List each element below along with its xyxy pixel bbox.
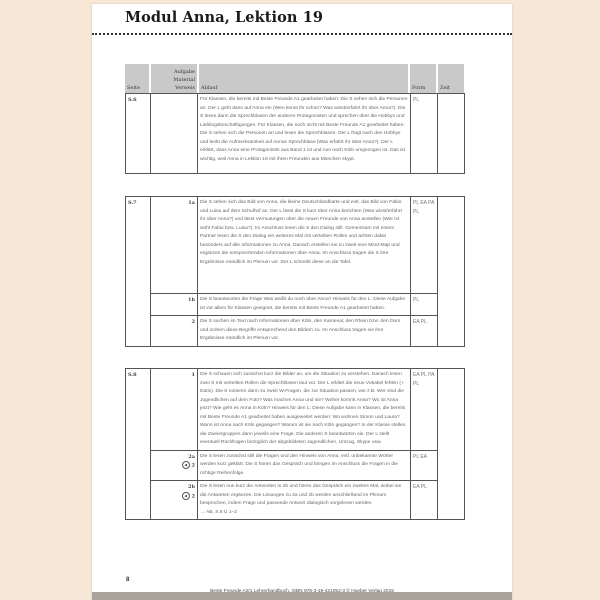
seite-cell: S.8 <box>126 369 151 520</box>
track-number: 2 <box>191 493 195 499</box>
table-row <box>126 369 465 451</box>
aufgabe-cell <box>151 94 198 174</box>
page-number: 8 <box>126 577 130 583</box>
form-cell: EA PL <box>411 481 438 520</box>
bottom-edge <box>92 592 512 600</box>
section-s6 <box>125 93 465 174</box>
zeit-cell <box>438 197 465 347</box>
header-zeit: Zeit <box>437 64 465 95</box>
zeit-cell <box>438 369 465 520</box>
table-row <box>126 450 465 481</box>
form-cell: EA PL PA PL <box>411 369 438 451</box>
header-aufgabe <box>150 64 198 95</box>
page-title: Modul Anna, Lektion 19 <box>125 9 324 26</box>
form-cell: PL EA PA PL <box>411 197 438 294</box>
audio-cd-icon: ◀ <box>182 461 190 469</box>
form-cell: PL <box>411 94 438 174</box>
aufgabe-cell: 1 <box>151 369 198 451</box>
aufgabe-cell <box>151 450 198 481</box>
section-s7 <box>125 196 465 347</box>
aufgabe-cell: 1a <box>151 197 198 294</box>
section-s8 <box>125 368 465 520</box>
ablauf-cell: Die S schauen sich zunächst kurz die Bilder an, um die Situation zu verstehen. Danach lesen zwei S mit verteilten Rollen die Sprechblasen laut vor. Der L erklärt die neue Vokabel fehlen (+ Dativ). Die S notieren dann zu zweit W-Fragen, die zur Situation passen, wie z.B. Wer sind die Jugendlichen auf dem Foto? Was machen Anna und sie? Woher kommt Anna? Wo ist Anna jetzt? Wie geht es Anna in Köln? Hinweis für den L: Diese Aufgabe kann in Klassen, die bereits mit Beste Freunde A1 gearbeitet haben ausgeweitet werden: Wo wohnen Simon und Laura? Wann ist Anna nach Köln gegangen? Warum ist sie nach Köln gegangen? In der Klasse stellen die Zweiergruppen dann jeweils eine Frage. Die anderen S beantworten sie. Der L stellt eventuell Rückfragen bezüglich der abgebildeten Jugendlichen, Umzug, Skype usw. <box>198 369 411 451</box>
form-cell: EA PL <box>411 316 438 347</box>
workbook-reference: → AB, S.6 Ü 1–2 <box>200 509 237 515</box>
zeit-cell <box>438 94 465 174</box>
seite-cell: S.6 <box>126 94 151 174</box>
aufgabe-cell: 2 <box>151 316 198 347</box>
header-aufgabe-line3: Verweis <box>175 85 195 91</box>
header-seite: Seite <box>125 64 150 95</box>
ablauf-cell <box>198 481 411 520</box>
ablauf-cell: Für Klassen, die bereits mit Beste Freunde A1 gearbeitet haben: Die S sehen sich die Personen an. Der L geht dann auf Anna ein (Wen kennt ihr schon? Was wisst/erfahrt ihr über Anna?). Die S lesen dann die Sprechblasen der anderen Protagonisten und sprechen über die Hobbys und Lieblingsbeschäftigungen. Für Klassen, die noch nicht mit Beste Freunde A1 gearbeitet haben: Die S sehen sich die Personen an und lesen die Sprechblasen. Der L fragt nach den Hobbys und lenkt die Aufmerksamkeit auf Annas Sprechblase (Was erfahrt ihr über Anna?). Der L erklärt, dass Anna eine Protagonistin aus Band 1 ist und nun nach Köln umgezogen ist. Das ist wichtig, weil Anna in Lektion 19 mit ihren Freunden aus München skypt. <box>198 94 411 174</box>
aufgabe-label: 2b <box>188 484 195 490</box>
header-aufgabe-line2: Material <box>173 77 195 83</box>
table-row <box>126 294 465 316</box>
header-aufgabe-line1: Aufgabe <box>173 69 195 75</box>
table-header <box>125 63 465 95</box>
form-cell: PL <box>411 294 438 316</box>
ablauf-cell: Die S beantworten die Frage Was weißt du noch über Anna? Hinweis für den L: Diese Aufgabe ist vor allem für Klassen geeignet, die bereits mit Beste Freunde A1 gearbeitet haben. <box>198 294 411 316</box>
header-ablauf: Ablauf <box>198 64 409 95</box>
track-number: 2 <box>191 462 195 469</box>
aufgabe-cell: 1b <box>151 294 198 316</box>
table-row <box>126 316 465 347</box>
seite-cell: S.7 <box>126 197 151 347</box>
form-cell: PL EA <box>411 450 438 481</box>
ablauf-cell: Die S sehen sich das Bild von Anna, die kleine Deutschlandkarte und evtl. das Bild von Fabio und Luisa auf dem Schulhof an. Der L lässt die S kurz über Anna berichten (Was wisst/erfahrt ihr über Anna?) und lässt Vermutungen über die neuen Freunde von Anna anstellen (Wer ist wohl Fabio bzw. Luisa?). Im Anschluss lesen die S den Dialog still. Gemeinsam mit einem Partner lesen die S den Dialog ein weiteres Mal mit verteilten Rollen und achten dabei besonders auf alle Informationen zu Anna. Danach erstellen sie zu zweit eine Mind-Map und ergänzen die entsprechenden Informationen über Anna. Im Anschluss tragen die S ihre Ergebnisse mündlich im Plenum vor. Der L schreibt diese an die Tafel. <box>198 197 411 294</box>
ablauf-cell: Die S lesen zunächst still die Fragen und den Hinweis von Anna; evtl. unbekannte Wörter werden kurz geklärt. Die S hören das Gespräch und bringen im Anschluss die Fragen in die richtige Reihenfolge. <box>198 450 411 481</box>
table-row <box>126 94 465 174</box>
audio-cd-icon: ◀ <box>182 492 190 500</box>
ablauf-cell: Die S suchen im Text nach Informationen über Köln, den Karneval, den Rhein bzw. den Dom und ordnen diese Begriffe entsprechend den Bildern zu. Im Anschluss tragen sie ihre Ergebnisse mündlich im Plenum vor. <box>198 316 411 347</box>
table-row <box>126 481 465 520</box>
aufgabe-cell <box>151 481 198 520</box>
aufgabe-label: 2a <box>188 453 195 460</box>
document-page <box>92 4 512 600</box>
table-row <box>126 197 465 294</box>
dotted-divider <box>92 33 512 35</box>
header-form: Form <box>409 64 437 95</box>
ablauf-text: Die S lesen nun kurz die Antworten in 2b und hören das Gespräch ein zweites Mal, wobei sie die Antworten ergänzen. Die Lösungen zu 2a und 2b werden anschließend im Plenum besprochen, indem Frage und passende Antwort dialogisch vorgelesen werden. <box>200 484 402 506</box>
